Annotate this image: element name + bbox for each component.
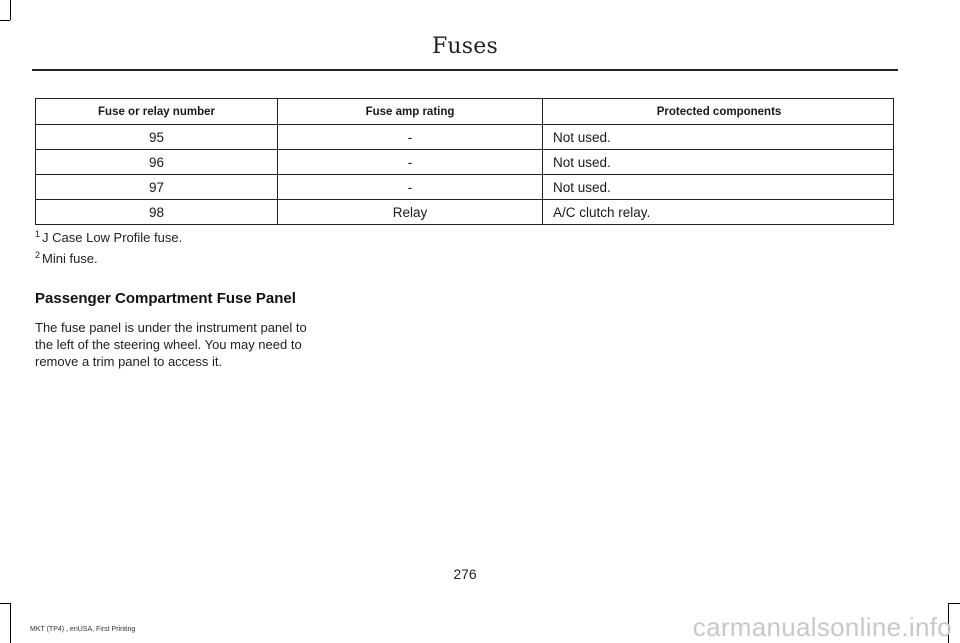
footnote-1 bbox=[35, 229, 182, 245]
protected-components-cell: A/C clutch relay. bbox=[543, 200, 894, 225]
page-number: 276 bbox=[453, 566, 477, 582]
section-heading: Passenger Compartment Fuse Panel bbox=[35, 290, 296, 307]
protected-components-cell: Not used. bbox=[543, 175, 894, 200]
table-row bbox=[36, 125, 894, 150]
header-divider bbox=[32, 69, 898, 71]
fuse-number-cell: 96 bbox=[36, 150, 278, 175]
table-row bbox=[36, 150, 894, 175]
amp-rating-cell: - bbox=[278, 175, 543, 200]
crop-mark-top-left-horizontal bbox=[0, 20, 10, 21]
table-header-row bbox=[36, 99, 894, 125]
amp-rating-cell: Relay bbox=[278, 200, 543, 225]
crop-mark-top-left-vertical bbox=[10, 0, 11, 20]
amp-rating-cell: - bbox=[278, 150, 543, 175]
table-row bbox=[36, 200, 894, 225]
fuse-table bbox=[35, 98, 894, 225]
section-body-text: The fuse panel is under the instrument panel to the left of the steering wheel. You may need to remove a trim panel to access it. bbox=[35, 320, 307, 369]
column-header-protected-components: Protected components bbox=[543, 99, 894, 125]
column-header-fuse-number: Fuse or relay number bbox=[36, 99, 278, 125]
footnote-2 bbox=[35, 250, 98, 266]
watermark: carmanualsonline.info bbox=[692, 612, 952, 642]
crop-mark-bottom-right-horizontal bbox=[949, 603, 960, 604]
footnote-text: Mini fuse. bbox=[42, 251, 98, 266]
column-header-amp-rating: Fuse amp rating bbox=[278, 99, 543, 125]
table-row bbox=[36, 175, 894, 200]
printing-info: MKT (TP4) , enUSA, First Printing bbox=[30, 626, 136, 633]
footnote-mark: 1 bbox=[35, 229, 41, 239]
footnote-text: J Case Low Profile fuse. bbox=[42, 230, 183, 245]
footnote-mark: 2 bbox=[35, 250, 41, 260]
crop-mark-bottom-left-vertical bbox=[10, 603, 11, 643]
protected-components-cell: Not used. bbox=[543, 150, 894, 175]
fuse-number-cell: 98 bbox=[36, 200, 278, 225]
amp-rating-cell: - bbox=[278, 125, 543, 150]
crop-mark-bottom-left-horizontal bbox=[0, 603, 10, 604]
fuse-number-cell: 97 bbox=[36, 175, 278, 200]
page-title: Fuses bbox=[431, 34, 499, 59]
fuse-number-cell: 95 bbox=[36, 125, 278, 150]
protected-components-cell: Not used. bbox=[543, 125, 894, 150]
